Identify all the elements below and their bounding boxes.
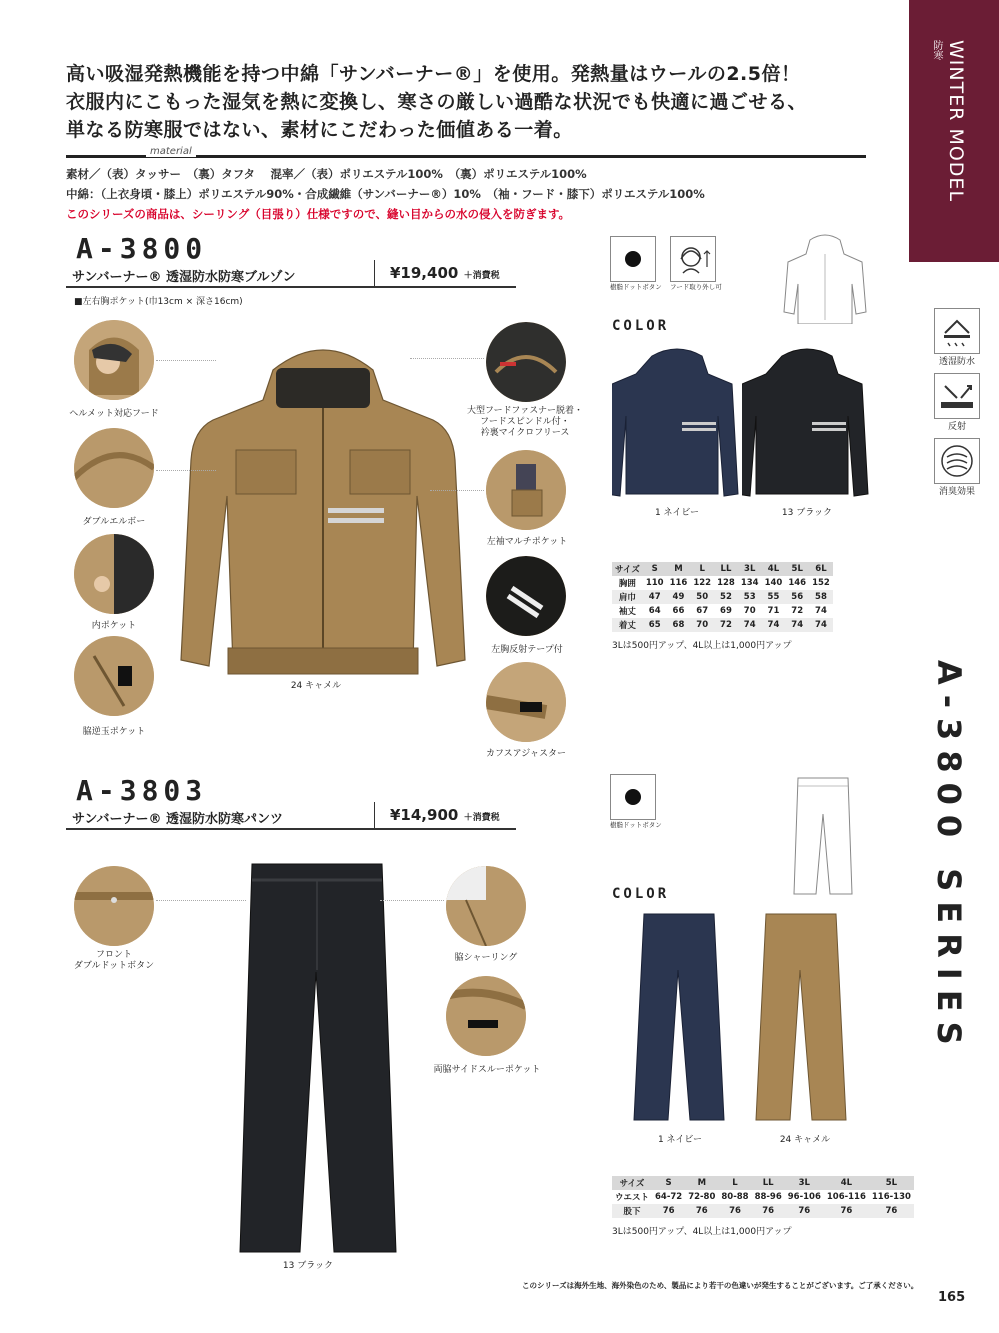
- headline-line: 衣服内にこもった湿気を熱に変換し、寒さの厳しい過酷な状況でも快適に過ごせる、: [66, 91, 808, 113]
- size-cell: 128: [717, 578, 735, 588]
- size-cell: 80-88: [721, 1192, 749, 1202]
- size-row: [612, 576, 833, 590]
- jacket-tax: ＋消費税: [463, 271, 500, 281]
- size-cell: M: [667, 562, 691, 576]
- pants-main-color: 13 ブラック: [282, 1261, 334, 1271]
- headline: [66, 60, 886, 144]
- size-cell: 76: [869, 1204, 914, 1218]
- jacket-color-label: 1 ネイビー: [654, 508, 700, 518]
- detail-caption: 大型フードファスナー脱着・ フードスピンドル付・ 衿裏マイクロフリース: [466, 406, 584, 438]
- size-row: [612, 1176, 914, 1190]
- size-cell: 146: [788, 578, 807, 588]
- size-cell: 74: [809, 618, 833, 632]
- series-label: A-3800 SERIES: [930, 660, 968, 1055]
- leader-line: [430, 490, 484, 491]
- size-cell: LL: [752, 1176, 785, 1190]
- feature: [610, 236, 662, 291]
- pants-size-table: [612, 1176, 914, 1218]
- detail-photo-cuff: [486, 662, 566, 742]
- size-cell: 肩巾: [612, 590, 643, 604]
- size-cell: ウエスト: [615, 1193, 650, 1203]
- feature-label: 樹脂ドットボタン: [610, 283, 662, 291]
- detail-photo-side-shirring: [446, 866, 526, 946]
- size-cell: 72-80: [688, 1192, 716, 1202]
- size-cell: 4L: [824, 1176, 869, 1190]
- snap-button-icon: [610, 236, 656, 282]
- size-cell: L: [690, 562, 714, 576]
- leader-line: [380, 900, 444, 901]
- detail-caption: フロント ダブルドットボタン: [73, 950, 155, 971]
- size-cell: サイズ: [612, 562, 643, 576]
- size-cell: サイズ: [612, 1176, 652, 1190]
- pants-size-note: 3Lは500円アップ、4L以上は1,000円アップ: [612, 1227, 792, 1237]
- size-cell: M: [685, 1176, 718, 1190]
- pants-name: サンバーナー® 透湿防水防寒パンツ: [72, 812, 283, 827]
- pants-camel-image: [752, 910, 848, 1124]
- size-cell: 96-106: [787, 1192, 821, 1202]
- side-band: [909, 0, 999, 262]
- detail-photo-hood: [74, 320, 154, 400]
- detail-caption: カフスアジャスター: [485, 749, 567, 759]
- size-cell: 64: [648, 606, 661, 616]
- material-notice: このシリーズの商品は、シーリング（目張り）仕様ですので、縫い目からの水の侵入を防ぎます。: [66, 207, 571, 221]
- size-cell: 88-96: [754, 1192, 782, 1202]
- jacket-navy-image: [612, 346, 742, 504]
- pants-price: [390, 806, 500, 824]
- size-row: [612, 562, 833, 576]
- leader-line: [156, 360, 216, 361]
- size-cell: 76: [652, 1204, 685, 1218]
- jacket-name: サンバーナー® 透湿防水防寒ブルゾン: [72, 270, 296, 285]
- detail-caption: 左袖マルチポケット: [486, 537, 568, 547]
- detail-photo-side-pocket: [74, 636, 154, 716]
- pants-line-art: [792, 774, 854, 896]
- size-row: [612, 604, 833, 618]
- size-cell: 67: [696, 606, 709, 616]
- size-cell: 74: [738, 618, 762, 632]
- pants-rule: [66, 828, 516, 830]
- size-cell: 134: [740, 578, 759, 588]
- size-cell: 65: [643, 618, 667, 632]
- size-cell: 76: [718, 1204, 751, 1218]
- jacket-pocket-note: ■左右胸ポケット(巾13cm × 深さ16cm): [74, 297, 243, 307]
- feature: [670, 236, 722, 291]
- pants-navy-image: [630, 910, 726, 1124]
- jacket-size-table: [612, 562, 833, 632]
- size-cell: 70: [743, 606, 756, 616]
- size-cell: 53: [738, 590, 762, 604]
- jacket-line-art: [780, 232, 870, 324]
- size-row: [612, 590, 833, 604]
- deodorant-icon: [934, 438, 980, 484]
- size-cell: 47: [643, 590, 667, 604]
- detail-caption: 左胸反射テープ付: [491, 645, 563, 655]
- size-cell: 50: [690, 590, 714, 604]
- reflective-icon: [934, 373, 980, 419]
- size-cell: 55: [762, 590, 786, 604]
- detail-photo-sleeve-pocket: [486, 450, 566, 530]
- leader-line: [156, 470, 216, 471]
- size-cell: 52: [714, 590, 738, 604]
- size-cell: 116-130: [871, 1192, 911, 1202]
- detail-caption: 両脇サイドスルーポケット: [433, 1065, 541, 1075]
- size-cell: 5L: [785, 562, 809, 576]
- size-cell: 4L: [762, 562, 786, 576]
- detail-photo-hood-fastener: [486, 322, 566, 402]
- detail-caption: ダブルエルボー: [82, 517, 146, 527]
- size-cell: S: [652, 1176, 685, 1190]
- badge-column: [934, 308, 980, 497]
- badge: [934, 308, 980, 367]
- pants-feature: [610, 774, 662, 829]
- badge-label: 消臭効果: [938, 487, 975, 497]
- size-cell: 6L: [809, 562, 833, 576]
- jacket-main-color: 24 キャメル: [290, 681, 342, 691]
- waterproof-icon: [934, 308, 980, 354]
- material-tag: material: [146, 146, 196, 157]
- size-cell: 70: [690, 618, 714, 632]
- size-cell: 股下: [612, 1204, 652, 1218]
- size-cell: 122: [693, 578, 712, 588]
- jacket-color-heading: COLOR: [612, 318, 670, 334]
- size-cell: 64-72: [655, 1192, 683, 1202]
- size-row: [612, 618, 833, 632]
- size-cell: 3L: [785, 1176, 824, 1190]
- side-band-sub: 防寒: [931, 40, 942, 60]
- jacket-price-value: ¥19,400: [390, 264, 459, 282]
- size-cell: 69: [720, 606, 732, 616]
- pants-color-label: 1 ネイビー: [657, 1135, 703, 1145]
- size-cell: 74: [815, 606, 827, 616]
- size-cell: 66: [672, 606, 685, 616]
- material-text: [66, 164, 705, 224]
- headline-line: 単なる防寒服ではない、素材にこだわった価値ある一着。: [66, 119, 573, 141]
- size-cell: 71: [767, 606, 780, 616]
- badge: [934, 438, 980, 497]
- jacket-black-image: [742, 346, 872, 504]
- size-cell: LL: [714, 562, 738, 576]
- size-cell: 68: [667, 618, 691, 632]
- detail-caption: 内ポケット: [91, 621, 137, 631]
- size-cell: 着丈: [612, 618, 643, 632]
- size-cell: 106-116: [826, 1192, 866, 1202]
- size-cell: 袖丈: [618, 607, 636, 617]
- size-cell: 116: [669, 578, 688, 588]
- badge: [934, 373, 980, 432]
- detail-photo-elbow: [74, 428, 154, 508]
- badge-label: 反射: [947, 422, 966, 432]
- jacket-code: A-3800: [76, 232, 208, 265]
- leader-line: [410, 358, 484, 359]
- side-band-title: WINTER MODEL: [945, 40, 967, 203]
- pants-divider: [374, 802, 375, 828]
- size-cell: S: [643, 562, 667, 576]
- size-cell: 76: [685, 1204, 718, 1218]
- badge-label: 透湿防水: [938, 357, 975, 367]
- detail-photo-inner-pocket: [74, 534, 154, 614]
- size-row: [612, 1190, 914, 1204]
- page-number: 165: [938, 1290, 966, 1305]
- size-row: [612, 1204, 914, 1218]
- jacket-color-label: 13 ブラック: [781, 508, 833, 518]
- size-cell: 76: [752, 1204, 785, 1218]
- jacket-price: [390, 264, 500, 282]
- detail-caption: 脇シャーリング: [454, 953, 518, 963]
- size-cell: 72: [714, 618, 738, 632]
- leader-line: [156, 900, 246, 901]
- size-cell: 74: [785, 618, 809, 632]
- hood-detachable-icon: [670, 236, 716, 282]
- size-cell: 76: [785, 1204, 824, 1218]
- detail-caption: 脇逆玉ポケット: [82, 727, 146, 737]
- size-cell: 49: [667, 590, 691, 604]
- jacket-divider: [374, 260, 375, 286]
- jacket-main-image: [178, 330, 468, 682]
- size-cell: 152: [812, 578, 830, 588]
- size-cell: L: [718, 1176, 751, 1190]
- feature-label: 樹脂ドットボタン: [610, 821, 662, 829]
- size-cell: 胸囲: [618, 579, 636, 589]
- jacket-size-note: 3Lは500円アップ、4L以上は1,000円アップ: [612, 641, 792, 651]
- jacket-rule: [66, 286, 516, 288]
- pants-color-heading: COLOR: [612, 886, 670, 902]
- headline-line: 高い吸湿発熱機能を持つ中綿「サンバーナー®」を使用。発熱量はウールの2.5倍！: [66, 63, 801, 85]
- detail-photo-front-button: [74, 866, 154, 946]
- pants-code: A-3803: [76, 774, 208, 807]
- pants-price-value: ¥14,900: [390, 806, 459, 824]
- size-cell: 5L: [869, 1176, 914, 1190]
- material-line2: 中綿：（上衣身頃・膝上）ポリエステル90%・合成繊維（サンバーナー®）10% （袖・フード・膝下）ポリエステル100%: [66, 187, 705, 201]
- detail-photo-reflective-tape: [486, 556, 566, 636]
- snap-button-icon: [610, 774, 656, 820]
- pants-color-label: 24 キャメル: [779, 1135, 831, 1145]
- size-cell: 76: [824, 1204, 869, 1218]
- size-cell: 74: [762, 618, 786, 632]
- size-cell: 72: [791, 606, 804, 616]
- material-line1: 素材／（表）タッサー （裏）タフタ 混率／（表）ポリエステル100% （裏）ポリエステル100%: [66, 167, 587, 181]
- size-cell: 58: [809, 590, 833, 604]
- pants-main-image: [232, 858, 402, 1258]
- size-cell: 56: [785, 590, 809, 604]
- pants-tax: ＋消費税: [463, 813, 500, 823]
- footnote: このシリーズは海外生地、海外染色のため、製品により若干の色違いが発生することがございます。ご了承ください。: [522, 1281, 919, 1290]
- detail-caption: ヘルメット対応フード: [69, 409, 159, 419]
- size-cell: 140: [764, 578, 783, 588]
- size-cell: 110: [645, 578, 664, 588]
- feature-label: フード取り外し可: [670, 283, 722, 291]
- size-cell: 3L: [738, 562, 762, 576]
- detail-photo-through-pocket: [446, 976, 526, 1056]
